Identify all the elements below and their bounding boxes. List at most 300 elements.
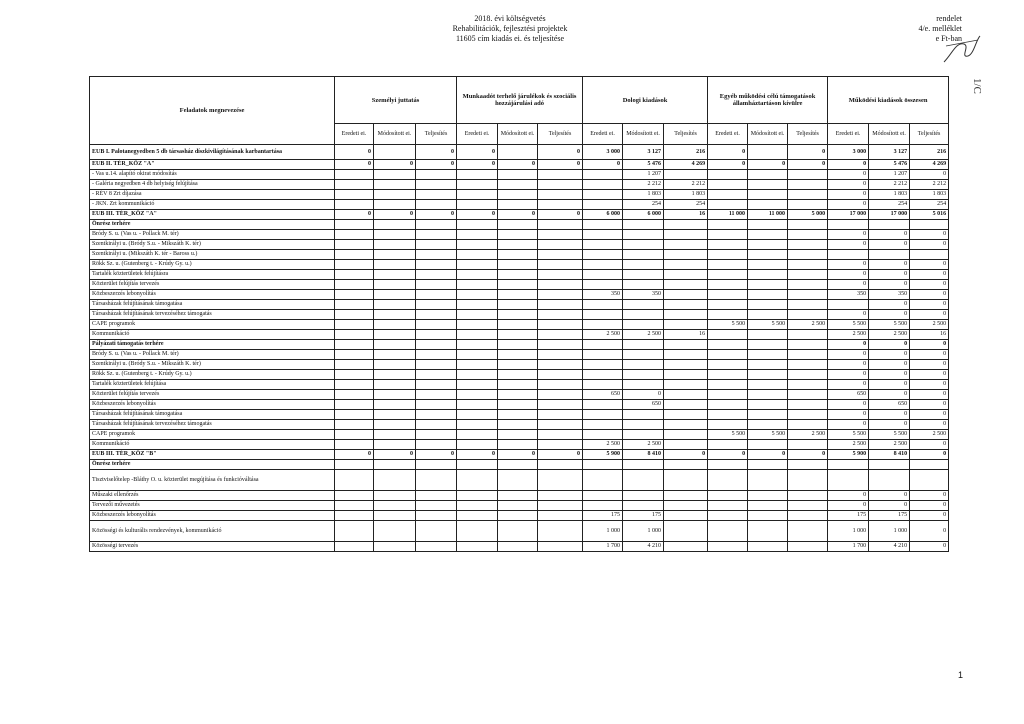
value-cell: 0 [828, 260, 869, 270]
value-cell [583, 420, 623, 430]
row-label: Tervezői művezetés [90, 501, 335, 511]
value-cell [748, 460, 788, 470]
value-cell [416, 170, 457, 180]
value-cell [416, 340, 457, 350]
value-cell: 8 410 [869, 450, 910, 460]
value-cell [708, 511, 748, 521]
value-cell [498, 410, 538, 420]
value-cell [335, 370, 374, 380]
value-cell [538, 470, 583, 491]
value-cell [788, 360, 828, 370]
value-cell: 2 500 [623, 330, 664, 340]
subcolumn-header: Teljesítés [664, 124, 708, 145]
value-cell: 0 [498, 210, 538, 220]
value-cell: 0 [910, 400, 949, 410]
row-label: Közösségi tervezés [90, 542, 335, 552]
value-cell [416, 521, 457, 542]
value-cell [583, 250, 623, 260]
value-cell [538, 230, 583, 240]
value-cell [623, 430, 664, 440]
table-row [90, 410, 949, 420]
value-cell [708, 200, 748, 210]
value-cell: 0 [910, 380, 949, 390]
value-cell [788, 470, 828, 491]
value-cell: 0 [708, 145, 748, 160]
value-cell [583, 300, 623, 310]
table-row [90, 330, 949, 340]
subcolumn-header: Eredeti ei. [708, 124, 748, 145]
table-row [90, 501, 949, 511]
value-cell: 1 700 [828, 542, 869, 552]
row-label: Bródy S. u. (Vas u. - Pollack M. tér) [90, 230, 335, 240]
value-cell [910, 470, 949, 491]
value-cell [708, 270, 748, 280]
value-cell [498, 350, 538, 360]
value-cell [664, 310, 708, 320]
value-cell [708, 290, 748, 300]
value-cell: 0 [869, 410, 910, 420]
table-row [90, 200, 949, 210]
value-cell [457, 470, 498, 491]
subcolumn-header: Eredeti ei. [335, 124, 374, 145]
value-cell [869, 460, 910, 470]
value-cell [623, 270, 664, 280]
value-cell: 254 [664, 200, 708, 210]
value-cell [457, 300, 498, 310]
table-row [90, 542, 949, 552]
value-cell: 0 [869, 390, 910, 400]
table-row [90, 170, 949, 180]
value-cell [748, 501, 788, 511]
group-header-material: Dologi kiadások [583, 77, 708, 124]
row-label: CAPE programok [90, 430, 335, 440]
subcolumn-header: Módosított ei. [374, 124, 416, 145]
value-cell: 5 476 [623, 160, 664, 170]
value-cell: 0 [910, 230, 949, 240]
value-cell: 2 500 [869, 330, 910, 340]
row-label: - RÉV 8 Zrt díjazása [90, 190, 335, 200]
value-cell [374, 190, 416, 200]
value-cell [708, 470, 748, 491]
value-cell [583, 430, 623, 440]
value-cell [416, 400, 457, 410]
value-cell [748, 240, 788, 250]
value-cell [748, 340, 788, 350]
value-cell [869, 220, 910, 230]
value-cell [374, 360, 416, 370]
row-label: Közterület felújítás tervezés [90, 280, 335, 290]
value-cell [416, 501, 457, 511]
value-cell [664, 240, 708, 250]
value-cell: 254 [910, 200, 949, 210]
value-cell [788, 190, 828, 200]
value-cell [623, 220, 664, 230]
value-cell [788, 460, 828, 470]
value-cell [374, 270, 416, 280]
value-cell: 0 [910, 440, 949, 450]
value-cell [828, 250, 869, 260]
value-cell [538, 501, 583, 511]
value-cell [623, 460, 664, 470]
value-cell [457, 390, 498, 400]
value-cell [457, 220, 498, 230]
value-cell: 16 [664, 210, 708, 220]
value-cell [498, 310, 538, 320]
value-cell [416, 240, 457, 250]
value-cell [416, 230, 457, 240]
value-cell [748, 350, 788, 360]
value-cell [664, 521, 708, 542]
value-cell [374, 400, 416, 410]
value-cell [708, 410, 748, 420]
value-cell [498, 290, 538, 300]
value-cell [748, 511, 788, 521]
value-cell [374, 220, 416, 230]
value-cell [708, 260, 748, 270]
value-cell [374, 460, 416, 470]
value-cell: 11 000 [748, 210, 788, 220]
value-cell [583, 400, 623, 410]
value-cell: 6 000 [583, 210, 623, 220]
value-cell [708, 460, 748, 470]
value-cell: 0 [910, 290, 949, 300]
value-cell [538, 220, 583, 230]
value-cell [664, 270, 708, 280]
value-cell [457, 380, 498, 390]
value-cell [664, 542, 708, 552]
value-cell [498, 200, 538, 210]
value-cell [748, 470, 788, 491]
value-cell [335, 390, 374, 400]
value-cell: 175 [623, 511, 664, 521]
title-line: Rehabilitációk, fejlesztési projektek [452, 24, 568, 33]
value-cell [583, 190, 623, 200]
value-cell [498, 420, 538, 430]
value-cell [748, 270, 788, 280]
value-cell [583, 320, 623, 330]
value-cell: 1 803 [869, 190, 910, 200]
value-cell: 4 210 [623, 542, 664, 552]
value-cell [788, 200, 828, 210]
value-cell: 0 [910, 170, 949, 180]
value-cell [457, 200, 498, 210]
value-cell [538, 542, 583, 552]
value-cell: 0 [828, 240, 869, 250]
value-cell [623, 370, 664, 380]
value-cell: 5 500 [869, 430, 910, 440]
value-cell: 0 [828, 340, 869, 350]
value-cell [748, 280, 788, 290]
value-cell [788, 170, 828, 180]
value-cell [498, 491, 538, 501]
value-cell [583, 170, 623, 180]
value-cell [583, 200, 623, 210]
value-cell [416, 200, 457, 210]
table-row [90, 460, 949, 470]
row-label: EUB I. Palotanegyedben 5 db társasház díszkivilágításának karbantartása [90, 145, 335, 160]
value-cell [457, 430, 498, 440]
row-label: Szentkirályi u. (Mikszáth K. tér - Baross u.) [90, 250, 335, 260]
table-row [90, 240, 949, 250]
value-cell [538, 380, 583, 390]
value-cell [374, 521, 416, 542]
corner-line: rendelet [936, 14, 962, 23]
value-cell: 0 [748, 450, 788, 460]
value-cell [538, 270, 583, 280]
row-label: - JKN. Zrt kommunikáció [90, 200, 335, 210]
value-cell [335, 240, 374, 250]
value-cell: 3 000 [583, 145, 623, 160]
column-header-task: Feladatok megnevezése [90, 77, 335, 145]
value-cell [828, 300, 869, 310]
value-cell [416, 180, 457, 190]
value-cell: 0 [828, 190, 869, 200]
value-cell [788, 380, 828, 390]
value-cell: 2 500 [828, 440, 869, 450]
value-cell: 0 [910, 501, 949, 511]
value-cell [416, 280, 457, 290]
value-cell [664, 460, 708, 470]
value-cell [708, 190, 748, 200]
value-cell [374, 240, 416, 250]
value-cell [335, 250, 374, 260]
value-cell: 0 [869, 491, 910, 501]
value-cell: 0 [538, 210, 583, 220]
value-cell: 0 [869, 230, 910, 240]
value-cell: 1 000 [583, 521, 623, 542]
value-cell [538, 491, 583, 501]
value-cell: 0 [828, 380, 869, 390]
value-cell [335, 260, 374, 270]
value-cell [788, 501, 828, 511]
value-cell [623, 420, 664, 430]
row-label: Társasházak felújításának tervezéséhez támogatás [90, 310, 335, 320]
value-cell [664, 501, 708, 511]
value-cell [498, 440, 538, 450]
value-cell: 2 212 [664, 180, 708, 190]
value-cell [788, 340, 828, 350]
value-cell: 0 [910, 491, 949, 501]
value-cell [748, 491, 788, 501]
value-cell: 0 [828, 420, 869, 430]
value-cell: 0 [828, 410, 869, 420]
value-cell [748, 170, 788, 180]
value-cell: 0 [869, 260, 910, 270]
row-label: Kommunikáció [90, 440, 335, 450]
value-cell: 0 [708, 160, 748, 170]
value-cell [538, 260, 583, 270]
value-cell [335, 220, 374, 230]
value-cell [538, 400, 583, 410]
value-cell [457, 330, 498, 340]
value-cell: 17 000 [828, 210, 869, 220]
value-cell [416, 250, 457, 260]
value-cell [583, 470, 623, 491]
value-cell [623, 310, 664, 320]
value-cell [664, 260, 708, 270]
row-label: Tartalék közterületek felújítása [90, 380, 335, 390]
table-row [90, 350, 949, 360]
value-cell [457, 320, 498, 330]
value-cell: 5 500 [708, 320, 748, 330]
value-cell: 0 [498, 450, 538, 460]
group-header-total: Működési kiadások összesen [828, 77, 949, 124]
value-cell [583, 410, 623, 420]
row-label: Közösségi és kulturális rendezvények, kommunikáció [90, 521, 335, 542]
value-cell [788, 260, 828, 270]
value-cell: 0 [828, 230, 869, 240]
table-row [90, 430, 949, 440]
value-cell: 0 [335, 160, 374, 170]
value-cell: 2 500 [788, 430, 828, 440]
value-cell [416, 190, 457, 200]
table-row [90, 450, 949, 460]
value-cell [538, 310, 583, 320]
value-cell [788, 440, 828, 450]
value-cell [583, 501, 623, 511]
value-cell [538, 200, 583, 210]
value-cell [457, 521, 498, 542]
value-cell [708, 180, 748, 190]
value-cell [416, 260, 457, 270]
value-cell [664, 170, 708, 180]
value-cell [498, 470, 538, 491]
document-title [380, 14, 640, 44]
value-cell: 0 [335, 145, 374, 160]
table-row [90, 180, 949, 190]
value-cell [708, 300, 748, 310]
value-cell [335, 340, 374, 350]
table-row [90, 220, 949, 230]
value-cell: 0 [538, 145, 583, 160]
value-cell [498, 220, 538, 230]
value-cell [416, 300, 457, 310]
value-cell: 2 500 [910, 430, 949, 440]
value-cell: 0 [910, 310, 949, 320]
value-cell [583, 260, 623, 270]
value-cell [335, 200, 374, 210]
value-cell [374, 250, 416, 260]
value-cell [457, 280, 498, 290]
value-cell: 3 000 [828, 145, 869, 160]
subcolumn-header: Teljesítés [538, 124, 583, 145]
value-cell [374, 230, 416, 240]
value-cell [538, 320, 583, 330]
row-label: EUB III. TÉR_KÖZ "B" [90, 450, 335, 460]
table-row [90, 521, 949, 542]
value-cell: 0 [708, 450, 748, 460]
value-cell: 0 [869, 370, 910, 380]
value-cell [416, 270, 457, 280]
row-label: Műszaki ellenőrzés [90, 491, 335, 501]
value-cell [374, 170, 416, 180]
value-cell [664, 440, 708, 450]
table-row [90, 380, 949, 390]
value-cell [583, 370, 623, 380]
value-cell [788, 220, 828, 230]
value-cell: 5 500 [828, 430, 869, 440]
value-cell [538, 330, 583, 340]
value-cell [538, 170, 583, 180]
table-row [90, 420, 949, 430]
row-label: EUB III. TÉR_KÖZ "A" [90, 210, 335, 220]
value-cell [788, 542, 828, 552]
value-cell: 11 000 [708, 210, 748, 220]
value-cell [457, 270, 498, 280]
value-cell [457, 501, 498, 511]
value-cell [335, 521, 374, 542]
value-cell [498, 180, 538, 190]
value-cell [538, 240, 583, 250]
value-cell [748, 400, 788, 410]
subcolumn-header: Teljesítés [788, 124, 828, 145]
value-cell [664, 280, 708, 290]
value-cell: 0 [869, 350, 910, 360]
value-cell [788, 521, 828, 542]
value-cell [374, 280, 416, 290]
value-cell [457, 360, 498, 370]
value-cell: 2 500 [828, 330, 869, 340]
row-label: Közbeszerzés lebonyolítás [90, 290, 335, 300]
value-cell: 350 [828, 290, 869, 300]
value-cell [664, 430, 708, 440]
table-row [90, 260, 949, 270]
value-cell: 0 [869, 420, 910, 430]
value-cell [538, 360, 583, 370]
value-cell: 0 [910, 350, 949, 360]
value-cell [335, 320, 374, 330]
value-cell [538, 290, 583, 300]
value-cell [335, 230, 374, 240]
value-cell: 0 [748, 160, 788, 170]
value-cell [374, 145, 416, 160]
value-cell: 2 212 [869, 180, 910, 190]
row-label: EUB II. TÉR_KÖZ "A" [90, 160, 335, 170]
row-label: Közterület felújítás tervezés [90, 390, 335, 400]
value-cell: 0 [910, 511, 949, 521]
value-cell [457, 420, 498, 430]
value-cell [583, 280, 623, 290]
group-header-personnel: Személyi juttatás [335, 77, 457, 124]
value-cell: 0 [869, 360, 910, 370]
value-cell [664, 360, 708, 370]
value-cell: 0 [910, 420, 949, 430]
value-cell [748, 380, 788, 390]
value-cell: 0 [828, 360, 869, 370]
value-cell: 1 700 [583, 542, 623, 552]
table-row [90, 230, 949, 240]
value-cell: 0 [910, 542, 949, 552]
value-cell [708, 250, 748, 260]
value-cell [623, 470, 664, 491]
value-cell: 8 410 [623, 450, 664, 460]
value-cell [664, 300, 708, 310]
value-cell [335, 511, 374, 521]
value-cell [623, 491, 664, 501]
value-cell: 0 [869, 240, 910, 250]
subcolumn-header: Módosított ei. [869, 124, 910, 145]
row-label: Önrész terhére [90, 220, 335, 230]
value-cell [664, 340, 708, 350]
value-cell [748, 180, 788, 190]
value-cell [498, 320, 538, 330]
value-cell [457, 180, 498, 190]
row-label: Tartalék közterületek felújításra [90, 270, 335, 280]
value-cell: 0 [828, 350, 869, 360]
value-cell: 0 [828, 310, 869, 320]
value-cell [374, 320, 416, 330]
value-cell [664, 290, 708, 300]
